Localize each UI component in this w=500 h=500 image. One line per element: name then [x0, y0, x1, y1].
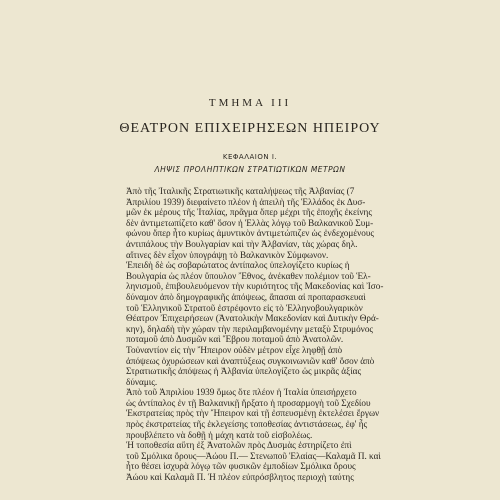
- text-line: Στρατιωτικῆς ἀπόψεως ἡ Ἀλβανία ὑπελογίζετο ὡς μικρᾶς ἀξίας: [126, 366, 362, 377]
- text-line: φώνου ὅπερ ἦτο κυρίως ἀμυντικὸν ἀντιμετώπιζεν ὡς ἐνδεχομένους: [126, 228, 375, 239]
- text-line: τοῦ Ἑλληνικοῦ Στρατοῦ ἐστρέφοντο εἰς τὸ Ἑλληνοβουλγαρικὸν: [126, 302, 363, 313]
- text-line: ληνισμοῦ, ἐπιβουλευόμενον τὴν κυριότητος τῆς Μακεδονίας καὶ Ἰσο-: [126, 281, 384, 292]
- text-line: δὲν ἀντιμετωπίζετο καθ' ὅσον ἡ Ἑλλὰς λόγῳ τοῦ Βαλκανικοῦ Συμ-: [126, 217, 374, 228]
- text-line: ὡς ἀντίπαλος ἐν τῇ Βαλκανικῇ ἤρξατο ἡ προσαρμογὴ τοῦ Σχεδίου: [126, 397, 371, 408]
- chapter-title: ΛΗΨΙΣ ΠΡΟΛΗΠΤΙΚΩΝ ΣΤΡΑΤΙΩΤΙΚΩΝ ΜΕΤΡΩΝ: [154, 165, 346, 174]
- paragraph: [116, 387, 410, 440]
- text-line: Βουλγαρία ὡς πλέον ὕπουλον Ἔθνος, ἀνέκαθεν πολέμιον τοῦ Ἑλ-: [126, 270, 371, 281]
- text-line: ἦτο θέσει ἰσχυρὰ λόγῳ τῶν φυσικῶν ἐμποδίων Σμόλικα ὄρους: [126, 461, 356, 472]
- text-line: Ἐπειδὴ δὲ ὡς σοβαρώτατος ἀντίπαλος ὑπελογίζετο κυρίως ἡ: [126, 260, 350, 271]
- section-title: ΘΕΑΤΡΟΝ ΕΠΙΧΕΙΡΗΣΕΩΝ ΗΠΕΙΡΟΥ: [119, 121, 381, 136]
- text-line: Ἡ τοποθεσία αὕτη ἐξ Ἀνατολῶν πρὸς Δυσμὰς ἐστηρίζετο ἐπὶ: [126, 440, 352, 451]
- text-line: δύναμον ἀπὸ δημογραφικῆς ἀπόψεως, ἅπασαι αἱ προπαρασκευαὶ: [126, 291, 366, 302]
- text-line: ποταμοῦ ἀπὸ Δυσμῶν καὶ Ἕβρου ποταμοῦ ἀπὸ Ἀνατολῶν.: [126, 334, 344, 345]
- text-line: δύναμις.: [126, 376, 158, 387]
- text-line: πρὸς ἐκστρατείας τῆς ἐκλεγείσης τοποθεσίας ἀντιστάσεως, ἐφ' ἧς: [126, 419, 368, 430]
- body-text: [116, 186, 410, 483]
- text-line: Ἀπὸ τοῦ Ἀπριλίου 1939 ὅμως ὅτε πλέον ἡ Ἰταλία ὑπεισήρχετο: [126, 387, 357, 398]
- text-line: αἵτινες δὲν εἶχον ὑπογράψῃ τὸ Βαλκανικὸν Σύμφωνον.: [126, 249, 329, 260]
- text-line: Ἀώου καὶ Καλαμᾶ Π. Ἡ πλέον εὐπρόσβλητος περιοχὴ ταύτης: [126, 472, 354, 483]
- paragraph: [116, 260, 410, 345]
- text-line: Ἀπριλίου 1939) διεφαίνετο πλέον ἡ ἀπειλὴ τῆς Ἑλλάδος ἐκ Δυσ-: [126, 196, 366, 207]
- text-line: Ἐκστρατείας πρὸς τὴν Ἤπειρον καὶ τῇ ἐσπευσμένῃ ἐκτελέσει ἔργων: [126, 408, 380, 419]
- text-line: ἀντιπάλους τὴν Βουλγαρίαν καὶ τὴν Ἀλβανίαν, τὰς χώρας δηλ.: [126, 238, 358, 249]
- paragraph: [116, 345, 410, 387]
- text-line: ἀπόψεως ὀχυρώσεων καὶ ἀναπτύξεως συγκοινωνιῶν καθ' ὅσον ἀπὸ: [126, 355, 375, 366]
- text-line: τοῦ Σμόλικα ὄρους—Ἀώου Π.— Στενωποῦ Ἐλαίας—Καλαμᾶ Π. καὶ: [126, 450, 381, 461]
- paragraph: [116, 440, 410, 482]
- text-line: Ἀπὸ τῆς Ἰταλικῆς Στρατιωτικῆς καταλήψεως τῆς Ἀλβανίας (7: [126, 186, 355, 196]
- text-line: κην), δηλαδὴ τὴν χώραν τὴν περιλαμβανομένην μεταξὺ Στρυμόνος: [126, 323, 374, 334]
- text-line: μῶν ἐκ μέρους τῆς Ἰταλίας, πρᾶγμα ὅπερ μέχρι τῆς ἐποχῆς ἐκείνης: [126, 207, 372, 218]
- paragraph: [116, 186, 410, 260]
- chapter-label: ΚΕΦΑΛΑΙΟΝ Ι.: [222, 153, 278, 161]
- text-line: Τοὐναντίον εἰς τὴν Ἤπειρον οὐδὲν μέτρον εἶχε ληφθῇ ἀπὸ: [126, 344, 343, 355]
- section-label: ΤΜΗΜΑ III: [208, 97, 292, 109]
- text-line: προυβλέπετο νὰ δοθῇ ἡ μάχη κατὰ τοῦ εἰσβολέως.: [126, 429, 313, 440]
- text-line: Θέατρον Ἐπιχειρήσεων (Ἀνατολικὴν Μακεδονίαν καὶ Δυτικὴν Θρά-: [126, 313, 379, 324]
